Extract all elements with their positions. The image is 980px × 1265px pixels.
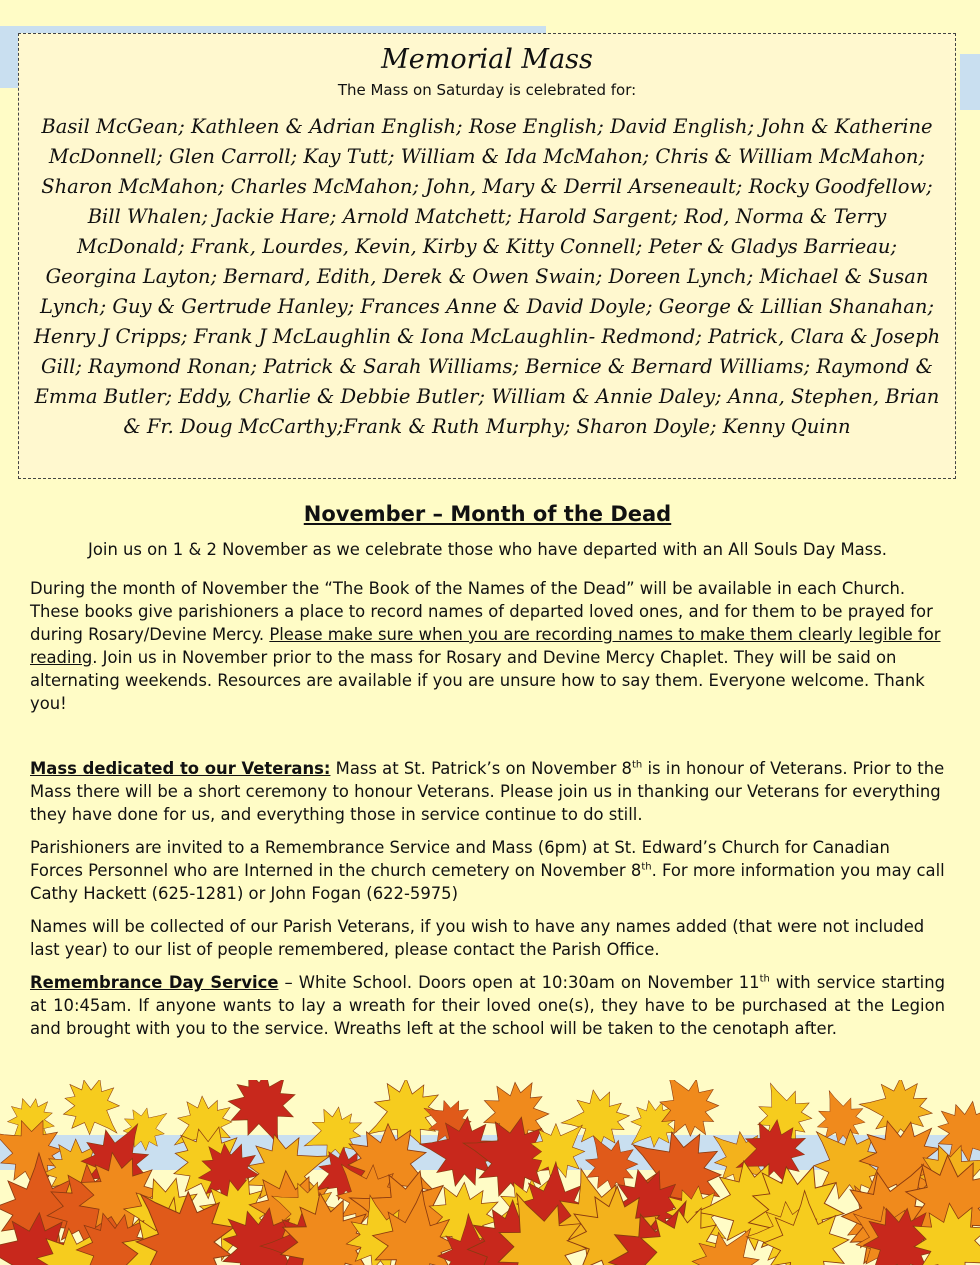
decorative-blue-banner-right (960, 54, 980, 110)
book-of-names-paragraph (30, 577, 945, 715)
autumn-leaves-border (0, 1080, 980, 1265)
memorial-mass-title: Memorial Mass (381, 44, 593, 75)
memorial-names-list: Basil McGean; Kathleen & Adrian English; Rose English; David English; John & Katherine McDonnell; Glen Carroll; Kay Tutt; William & Ida McMahon; Chris & William McMahon; Sharon McMahon; Charles McMahon; John, Mary & Derril Arseneault; Rocky Goodfellow; Bill Whalen; Jackie Hare; Arnold Matchett; Harold Sargent; Rod, Norma & Terry McDonald; Frank, Lourdes, Kevin, Kirby & Kitty Connell; Peter & Gladys Barrieau; Georgina Layton; Bernard, Edith, Derek & Owen Swain; Doreen Lynch; Michael & Susan Lynch; Guy & Gertrude Hanley; Frances Anne & David Doyle; George & Lillian Shanahan; Henry J Cripps; Frank J McLaughlin & Iona McLaughlin- Redmond; Patrick, Clara & Joseph Gill; Raymond Ronan; Patrick & Sarah Williams; Bernice & Bernard Williams; Raymond & Emma Butler; Eddy, Charlie & Debbie Butler; William & Annie Daley; Anna, Stephen, Brian & Fr. Doug McCarthy;Frank & Ruth Murphy; Sharon Doyle; Kenny Quinn (33, 115, 941, 438)
leaf-cluster (0, 1080, 980, 1265)
remembrance-day-ordinal: th (759, 973, 770, 985)
remembrance-service-paragraph (30, 836, 945, 905)
remembrance-service-ordinal: th (641, 861, 652, 873)
veterans-text-start: Mass at St. Patrick’s on November 8 (330, 759, 632, 778)
veterans-mass-paragraph (30, 757, 945, 826)
remembrance-day-paragraph (30, 971, 945, 1040)
book-text-end: . Join us in November prior to the mass for Rosary and Devine Mercy Chaplet. They will be said on alternating weekends. Resources are available if you are unsure how to say them. Everyone welcome. Thank you! (30, 648, 925, 713)
book-text-start: During the month of November the “The Book of the Names of the Dead” will be available in each Church. These books give parishioners a place to record names of departed loved ones, and for them to be prayed for during Rosary/Devine Mercy. (30, 579, 933, 644)
veterans-text-end: is in honour of Veterans. Prior to the Mass there will be a short ceremony to honour Veterans. Please join us in thanking our Veterans for everything they have done for us, and everything those in service continue to do still. (30, 759, 945, 824)
all-souls-intro: Join us on 1 & 2 November as we celebrate those who have departed with an All Souls Day Mass. (88, 540, 887, 559)
veterans-mass-heading: Mass dedicated to our Veterans: (30, 759, 331, 778)
november-heading: November – Month of the Dead (303, 502, 672, 526)
book-legible-note: Please make sure when you are recording names to make them clearly legible for reading (30, 625, 941, 667)
veterans-ordinal: th (632, 759, 643, 771)
main-content (30, 500, 945, 1050)
memorial-mass-box (18, 33, 956, 479)
remembrance-service-text-start: Parishioners are invited to a Remembrance Service and Mass (6pm) at St. Edward’s Church for Canadian Forces Personnel who are Interned in the church cemetery on November 8 (30, 838, 890, 880)
remembrance-day-text-start: – White School. Doors open at 10:30am on November 11 (278, 973, 760, 992)
remembrance-day-text-end: with service starting at 10:45am. If anyone wants to lay a wreath for their loved one(s), they have to be purchased at the Legion and brought with you to the service. Wreaths left at the school will be taken to the cenotaph after. (30, 973, 945, 1038)
memorial-mass-subtitle: The Mass on Saturday is celebrated for: (337, 81, 637, 99)
remembrance-day-heading: Remembrance Day Service (30, 973, 279, 992)
spacer (30, 725, 945, 757)
parish-veterans-paragraph: Names will be collected of our Parish Veterans, if you wish to have any names added (that were not included last year) to our list of people remembered, please contact the Parish Office. (30, 917, 925, 959)
remembrance-service-text-end: . For more information you may call Cathy Hackett (625-1281) or John Fogan (622-5975) (30, 861, 945, 903)
